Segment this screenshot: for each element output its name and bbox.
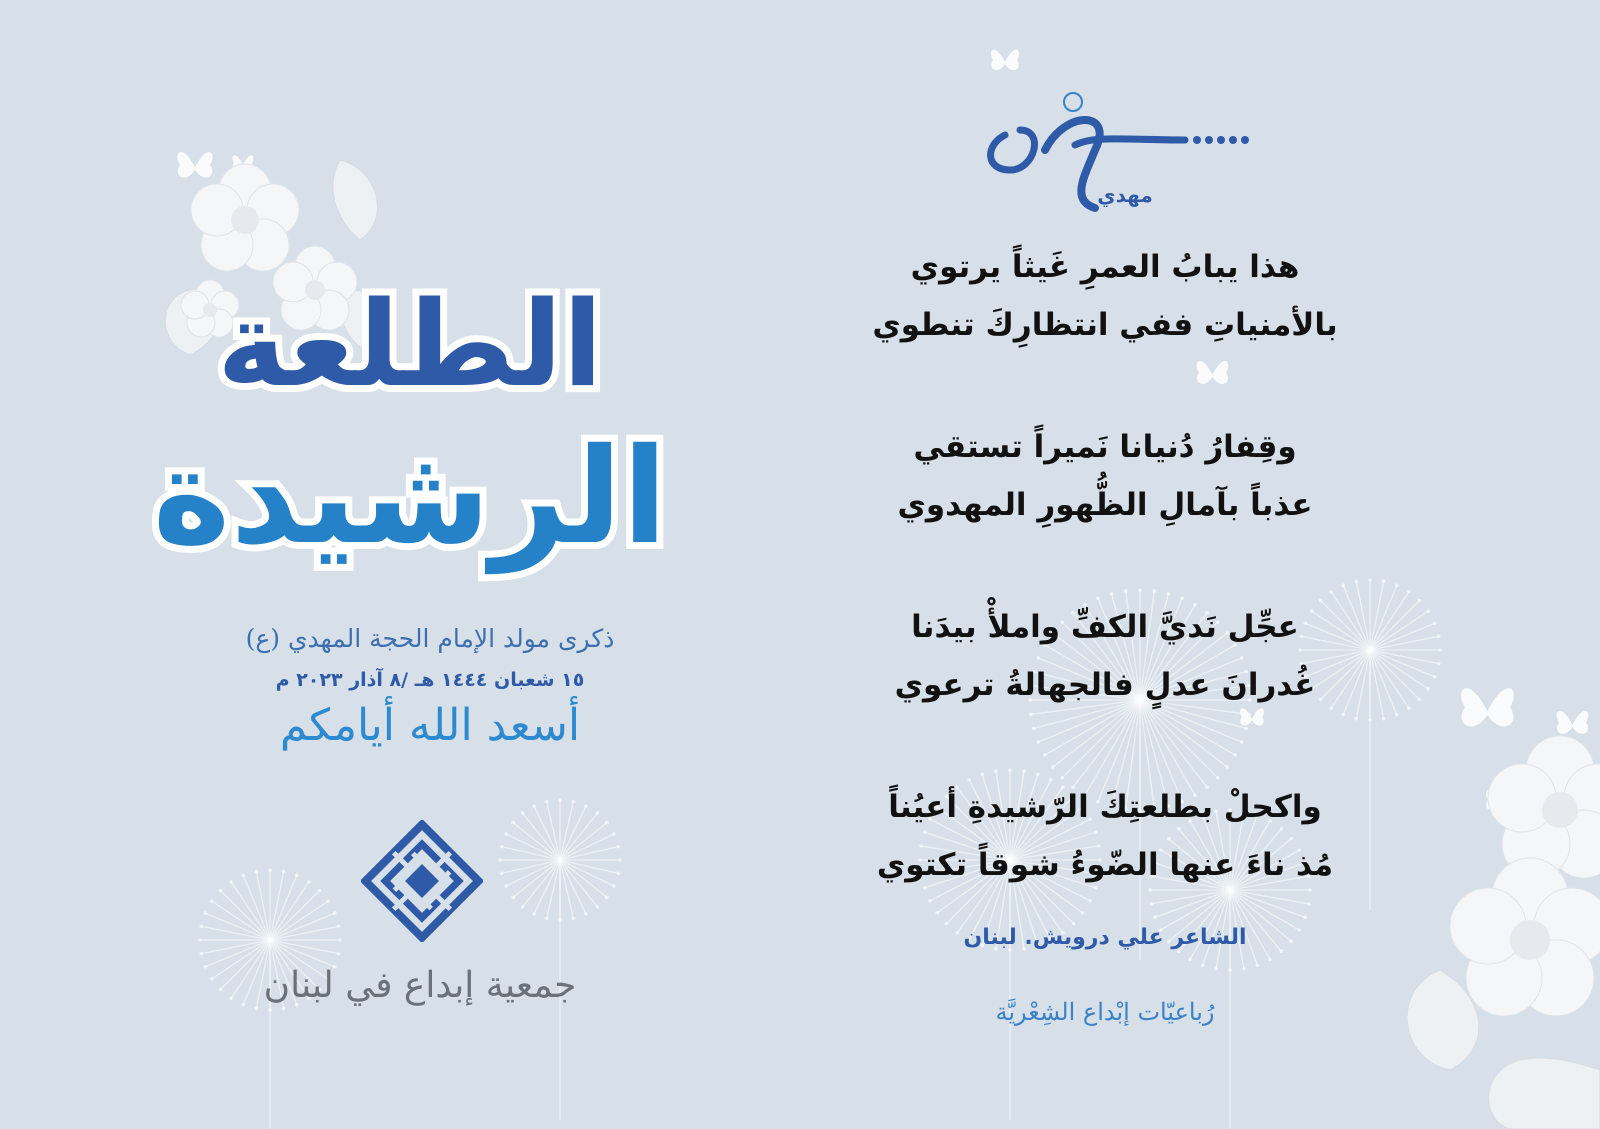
verse-line: وقِفارُ دُنيانا نَميراً تستقي bbox=[913, 429, 1297, 465]
greeting-calligraphy: أسعد الله أيامكم bbox=[279, 700, 581, 751]
verse-line: عذباً بآمالِ الظُّهورِ المهدوي bbox=[897, 487, 1313, 523]
butterfly-icon bbox=[985, 40, 1025, 80]
verse-line: واكحلْ بطلعتِكَ الرّشيدةِ أعيُناً bbox=[888, 789, 1322, 825]
poet-credit: الشاعر علي درويش. لبنان bbox=[963, 925, 1247, 950]
poem-stanza-3 bbox=[860, 598, 1350, 778]
verse-line: عجِّل نَديَّ الكفِّ واملأْ بيدَنا bbox=[911, 609, 1299, 645]
main-title bbox=[150, 255, 670, 615]
paper-flowers-icon bbox=[1400, 730, 1600, 1129]
logo-text: مهدي bbox=[1097, 183, 1153, 207]
poem-stanza-2 bbox=[860, 418, 1350, 598]
verse-line: بالأمنياتِ ففي انتظارِكَ تنطوي bbox=[872, 307, 1338, 343]
association-logo-text: جمعية إبداع في لبنان bbox=[263, 965, 577, 1006]
verse-line: مُذ ناءَ عنها الضّوءُ شوقاً تكتوي bbox=[876, 847, 1334, 883]
occasion-subtitle: ذكرى مولد الإمام الحجة المهدي (ع) bbox=[245, 624, 615, 653]
title-line-1: الطلعة bbox=[216, 275, 604, 413]
verse-line: هذا يبابُ العمرِ غَيثاً يرتوي bbox=[910, 249, 1300, 285]
date-text: ١٥ شعبان ١٤٤٤ هـ /٨ آذار ٢٠٢٣ م bbox=[275, 669, 585, 691]
series-title: رُباعيّات إبْداع الشِعْريَّة bbox=[995, 998, 1215, 1026]
title-line-2: الرشيدة bbox=[152, 420, 668, 574]
poem-stanza-1 bbox=[860, 238, 1350, 418]
poem bbox=[860, 238, 1350, 958]
square-kufic-emblem-icon bbox=[361, 820, 483, 942]
verse-line: غُدرانَ عدلٍ فالجهالةُ ترعوي bbox=[894, 667, 1316, 703]
mahdi-calligraphy-logo bbox=[975, 90, 1275, 220]
